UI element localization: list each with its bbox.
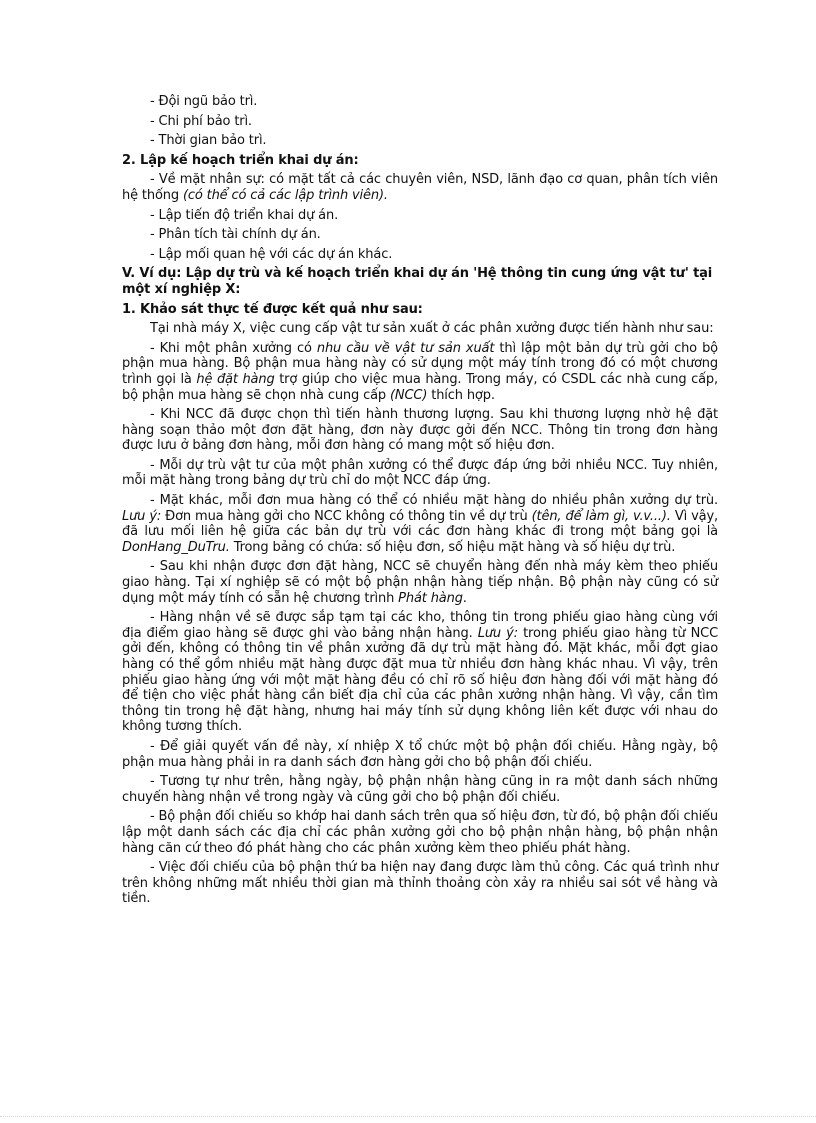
page-content bbox=[122, 94, 718, 911]
section-heading: 2. Lập kế hoạch triển khai dự án: bbox=[122, 152, 359, 168]
paragraph: - Mỗi dự trù vật tư của một phân xưởng có thể được đáp ứng bởi nhiều NCC. Tuy nhiên, mỗi mặt hàng trong bảng dự trù chỉ do một NCC đáp ứng. bbox=[122, 457, 718, 489]
paragraph bbox=[122, 610, 718, 735]
paragraph: - Để giải quyết vấn đề này, xí nhiệp X tổ chức một bộ phận đối chiếu. Hằng ngày, bộ phận mua hàng phải in ra danh sách đơn hàng gởi cho bộ phận đối chiếu. bbox=[122, 738, 718, 770]
paragraph bbox=[122, 493, 718, 555]
italic-text: Phát hàng bbox=[398, 590, 463, 606]
text: thích hợp. bbox=[427, 387, 495, 403]
italic-text: (tên, để làm gì, v.v...). bbox=[531, 508, 671, 524]
italic-text: (có thể có cả các lập trình viên). bbox=[182, 187, 388, 203]
text: - Mặt khác, mỗi đơn mua hàng có thể có nhiều mặt hàng do nhiều phân xưởng dự trù. bbox=[150, 493, 718, 509]
text: - Về mặt nhân sự: có mặt tất cả các chuyên viên, NSD, lãnh đạo cơ quan, phân tích viên hệ thống bbox=[122, 172, 718, 203]
subsection-heading: 1. Khảo sát thực tế được kết quả như sau: bbox=[122, 301, 423, 317]
text: - Khi một phân xưởng có bbox=[150, 340, 317, 356]
italic-text: Lưu ý: bbox=[477, 625, 518, 641]
paragraph: - Bộ phận đối chiếu so khớp hai danh sách trên qua số hiệu đơn, từ đó, bộ phận đối chiếu lập một danh sách các địa chỉ các phân xưởng gởi cho bộ phận nhận hàng, bộ phận nhận hàng căn cứ theo đó phát hàng cho các phân xưởng kèm theo phiếu phát hàng. bbox=[122, 809, 718, 856]
list-item: - Lập mối quan hệ với các dự án khác. bbox=[150, 246, 393, 262]
list-item: - Đội ngũ bảo trì. bbox=[150, 94, 258, 109]
italic-text: nhu cầu về vật tư sản xuất bbox=[316, 340, 495, 356]
text: trong phiếu giao hàng từ NCC gởi đến, không có thông tin về phân xưởng đã dự trù mặt hàng đó. Mặt khác, mỗi đợt giao hàng có thể gồm nhiều mặt hàng được đặt mua từ nhiều đơn hàng khác nhau. Vì vậy, trên phiếu giao hàng ứng với một mặt hàng đều có chỉ rõ số hiệu đơn hàng đối với mặt hàng đó để tiện cho việc phát hàng cần biết địa chỉ của các phân xưởng nhận hàng. Vì vậy, cần tìm thông tin trong hệ đặt hàng, nhưng hai máy tính sử dụng không liên kết được với nhau do không tương thích. bbox=[122, 625, 718, 735]
italic-text: (NCC) bbox=[390, 387, 428, 403]
paragraph bbox=[122, 559, 718, 606]
text: . bbox=[462, 590, 467, 606]
text: thì lập một bản dự trù gởi cho bộ phận mua hàng. Bộ phận mua hàng này có sử dụng một máy tính trong đó có một chương trình gọi là bbox=[122, 340, 718, 387]
paragraph bbox=[122, 341, 718, 403]
paragraph: - Việc đối chiếu của bộ phận thứ ba hiện nay đang được làm thủ công. Các quá trình như trên không những mất nhiều thời gian mà thỉnh thoảng còn xảy ra nhiều sai sót về hàng và tiền. bbox=[122, 860, 718, 907]
list-item: - Thời gian bảo trì. bbox=[150, 133, 267, 149]
list-item: - Chi phí bảo trì. bbox=[150, 113, 252, 129]
text: Đơn mua hàng gởi cho NCC không có thông tin về dự trù bbox=[161, 508, 532, 524]
italic-text: DonHang_DuTru. bbox=[122, 539, 230, 555]
text: - Hàng nhận về sẽ được sắp tạm tại các kho, thông tin trong phiếu giao hàng cùng với địa điểm giao hàng sẽ được ghi vào bảng nhận hàng. bbox=[122, 610, 718, 641]
italic-text: Lưu ý: bbox=[122, 508, 162, 524]
italic-text: hệ đặt hàng bbox=[196, 371, 275, 387]
paragraph: - Tương tự như trên, hằng ngày, bộ phận nhận hàng cũng in ra một danh sách những chuyến hàng nhận về trong ngày và cũng gởi cho bộ phận đối chiếu. bbox=[122, 774, 718, 805]
paragraph: - Khi NCC đã được chọn thì tiến hành thương lượng. Sau khi thương lượng nhờ hệ đặt hàng soạn thảo một đơn đặt hàng, đơn này được gởi đến NCC. Thông tin trong đơn hàng được lưu ở bảng đơn hàng, mỗi đơn hàng có mang một số hiệu đơn. bbox=[122, 407, 718, 454]
paragraph bbox=[122, 172, 718, 203]
text: Trong bảng có chứa: số hiệu đơn, số hiệu mặt hàng và số hiệu dự trù. bbox=[229, 539, 676, 555]
list-item: - Lập tiến độ triển khai dự án. bbox=[150, 207, 339, 223]
text: trợ giúp cho việc mua hàng. Trong máy, có CSDL các nhà cung cấp, bộ phận mua hàng sẽ chọn nhà cung cấp bbox=[122, 371, 718, 403]
section-heading: V. Ví dụ: Lập dự trù và kế hoạch triển khai dự án 'Hệ thông tin cung ứng vật tư' tại một xí nghiệp X: bbox=[122, 266, 713, 297]
page-bottom-divider bbox=[0, 1116, 816, 1117]
text: Vì vậy, đã lưu mối liên hệ giữa các bản dự trù với các đơn hàng khác đi trong một bảng gọi là bbox=[122, 508, 718, 540]
text: - Sau khi nhận được đơn đặt hàng, NCC sẽ chuyển hàng đến nhà máy kèm theo phiếu giao hàng. Tại xí nghiệp sẽ có một bộ phận nhận hàng tiếp nhận. Bộ phận này cũng có sử dụng một máy tính có sẵn hệ chương trình bbox=[122, 559, 718, 606]
list-item: - Phân tích tài chính dự án. bbox=[150, 227, 321, 243]
paragraph: Tại nhà máy X, việc cung cấp vật tư sản xuất ở các phân xưởng được tiến hành như sau: bbox=[150, 321, 714, 337]
